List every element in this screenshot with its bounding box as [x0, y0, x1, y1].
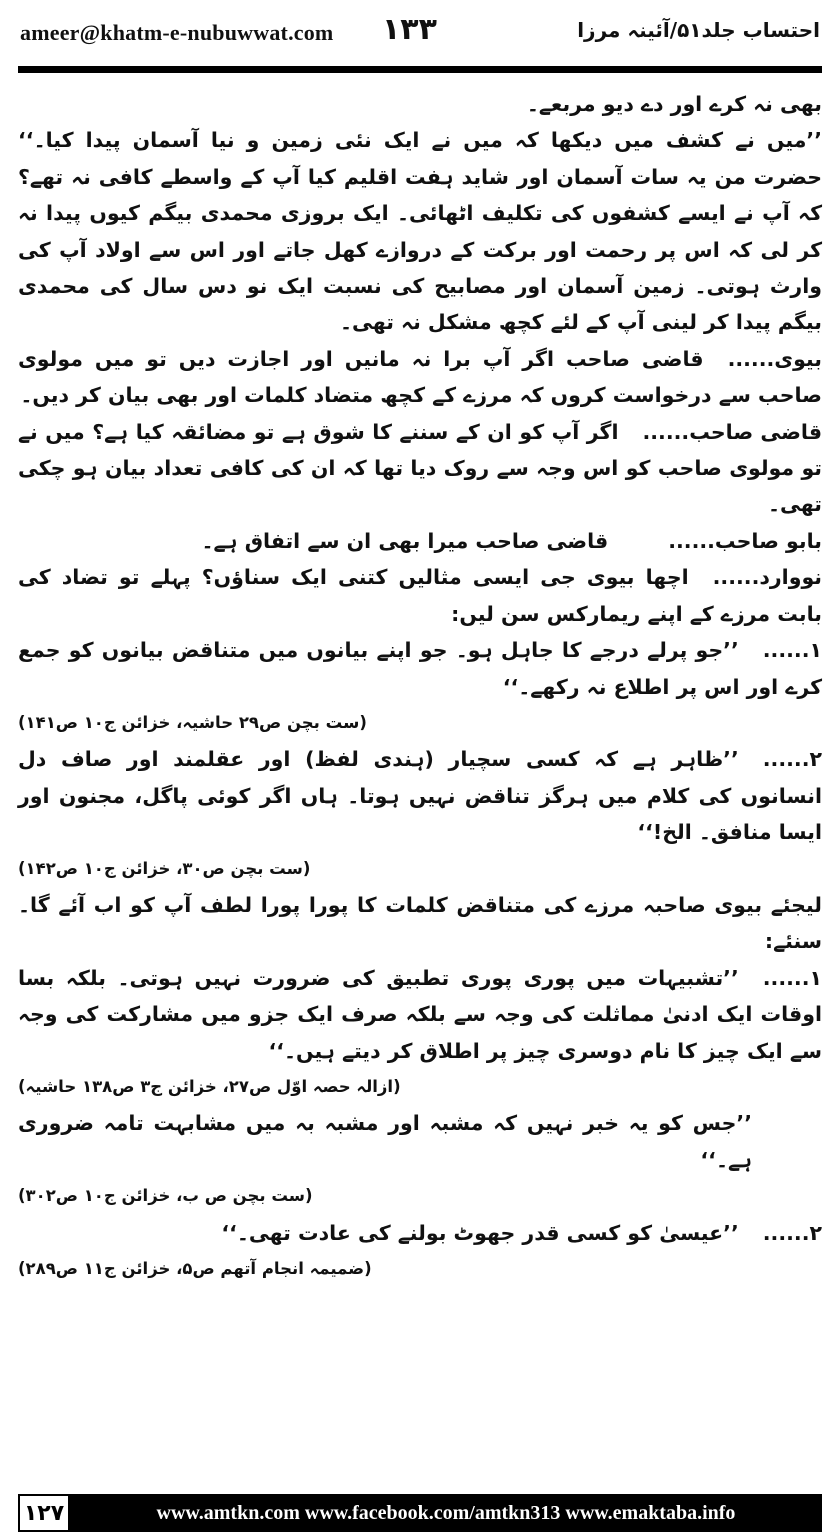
speaker-name: نووارد...... — [712, 565, 822, 590]
quote-text: ’’جو پرلے درجے کا جاہل ہو۔ جو اپنے بیانوں میں متناقض بیانوں کو جمع کرے اور اس پر اطلاع نہ رکھے۔‘‘ — [18, 638, 822, 699]
item-number: ۲...... — [762, 1220, 822, 1245]
header-email: ameer@khatm-e-nubuwwat.com — [20, 20, 334, 45]
paragraph: بھی نہ کرے اور دے دیو مربعے۔ — [526, 92, 822, 116]
quote-text: ’’ظاہر ہے کہ کسی سچیار (ہندی لفظ) اور عقلمند اور صاف دل انسانوں کی کلام میں ہرگز تناقض نہیں ہوتا۔ ہاں اگر کوئی پاگل، مجنون اور ایسا منافق۔ الخ!‘‘ — [18, 747, 822, 845]
footer-bar — [18, 1494, 822, 1532]
item-number: ۱...... — [762, 638, 822, 663]
quote-text: ’’جس کو یہ خبر نہیں کہ مشبہ اور مشبہ بہ میں مشابہت تامہ ضروری ہے۔‘‘ — [18, 1111, 752, 1172]
header-rule — [18, 66, 822, 73]
quote-text: ’’عیسیٰ کو کسی قدر جھوٹ بولنے کی عادت تھی۔‘‘ — [221, 1220, 739, 1245]
dialogue-babu — [18, 523, 822, 559]
quote-1 — [18, 632, 822, 705]
reference: (ست بچن ص ب، خزائن ج۱۰ ص۳۰۲) — [18, 1186, 313, 1206]
paragraph: ’’میں نے کشف میں دیکھا کہ میں نے ایک نئی زمین و نیا آسمان پیدا کیا۔‘‘ حضرت من یہ سات آسمان اور شاید ہفت اقلیم کیا آپ کے واسطے کافی نہ تھے؟ کہ آپ نے ایسے کشفوں کی تکلیف اٹھائی۔ ایک بروزی محمدی بیگم کیوں پیدا نہ کر لی کہ اس پر رحمت اور برکت کے دروازے کھل جاتے اور اس سے اولاد آپ کی وارث ہوتی۔ زمین آسمان اور مصابیح کی نسبت ایک نو دس سال کی محمدی بیگم پیدا کر لینی آپ کے لئے کچھ مشکل نہ تھی۔ — [18, 128, 822, 335]
dialogue-biwi — [18, 341, 822, 414]
speaker-name: بابو صاحب...... — [668, 528, 822, 553]
dialogue-qazi — [18, 414, 822, 523]
header-book-title: احتساب جلد۵۱/آئینہ مرزا — [577, 18, 820, 42]
speaker-text: اچھا بیوی جی ایسی مثالیں کتنی ایک سناؤں؟ پہلے تو تضاد کی بابت مرزے کے اپنے ریمارکس سن لیں: — [18, 565, 822, 626]
speaker-text: اگر آپ کو ان کے سننے کا شوق ہے تو مضائقہ کیا ہے؟ میں نے تو مولوی صاحب کو اس وجہ سے روک دیا تھا کہ ان کی کافی تعداد بیان ہو چکی تھی۔ — [18, 419, 822, 517]
footer-links[interactable]: www.amtkn.com www.facebook.com/amtkn313 www.emaktaba.info — [156, 1501, 736, 1524]
lead-paragraph: لیجئے بیوی صاحبہ مرزے کی متناقض کلمات کا پورا پورا لطف آپ کو اب آئے گا۔ سنئے: — [18, 892, 822, 954]
contradiction-2 — [18, 1215, 822, 1251]
speaker-name: بیوی...... — [727, 346, 822, 371]
speaker-name: قاضی صاحب...... — [642, 419, 822, 444]
speaker-text: قاضی صاحب میرا بھی ان سے اتفاق ہے۔ — [201, 528, 609, 553]
contradiction-1 — [18, 960, 822, 1069]
quote-text: ’’تشبیہات میں پوری پوری تطبیق کی ضرورت نہیں ہوتی۔ بلکہ بسا اوقات ایک ادنیٰ مماثلت کی وجہ سے بلکہ صرف ایک جزو میں مشارکت کی وجہ سے ایک چیز کا نام دوسری چیز پر اطلاق کر دیتے ہیں۔‘‘ — [18, 965, 822, 1063]
quote-2 — [18, 741, 822, 850]
reference: (ست بچن ص۲۹ حاشیہ، خزائن ج۱۰ ص۱۴۱) — [18, 712, 367, 732]
page-body — [18, 86, 822, 1287]
header-page-number: ۱۳۳ — [382, 12, 437, 47]
dialogue-nowarid — [18, 559, 822, 632]
reference: (ازالہ حصہ اوّل ص۲۷، خزائن ج۳ ص۱۳۸ حاشیہ) — [18, 1076, 401, 1096]
item-number: ۱...... — [762, 965, 822, 990]
item-number: ۲...... — [762, 747, 822, 772]
reference: (ضمیمہ انجام آتھم ص۵، خزائن ج۱۱ ص۲۸۹) — [18, 1259, 372, 1278]
footer-page-number: ۱۲۷ — [18, 1494, 70, 1532]
speaker-text: قاضی صاحب اگر آپ برا نہ مانیں اور اجازت دیں تو میں مولوی صاحب سے درخواست کروں کہ مرزے کے کچھ متضاد کلمات اور بھی بیان کر دیں۔ — [18, 346, 822, 408]
reference: (ست بچن ص۳۰، خزائن ج۱۰ ص۱۴۲) — [18, 858, 311, 878]
